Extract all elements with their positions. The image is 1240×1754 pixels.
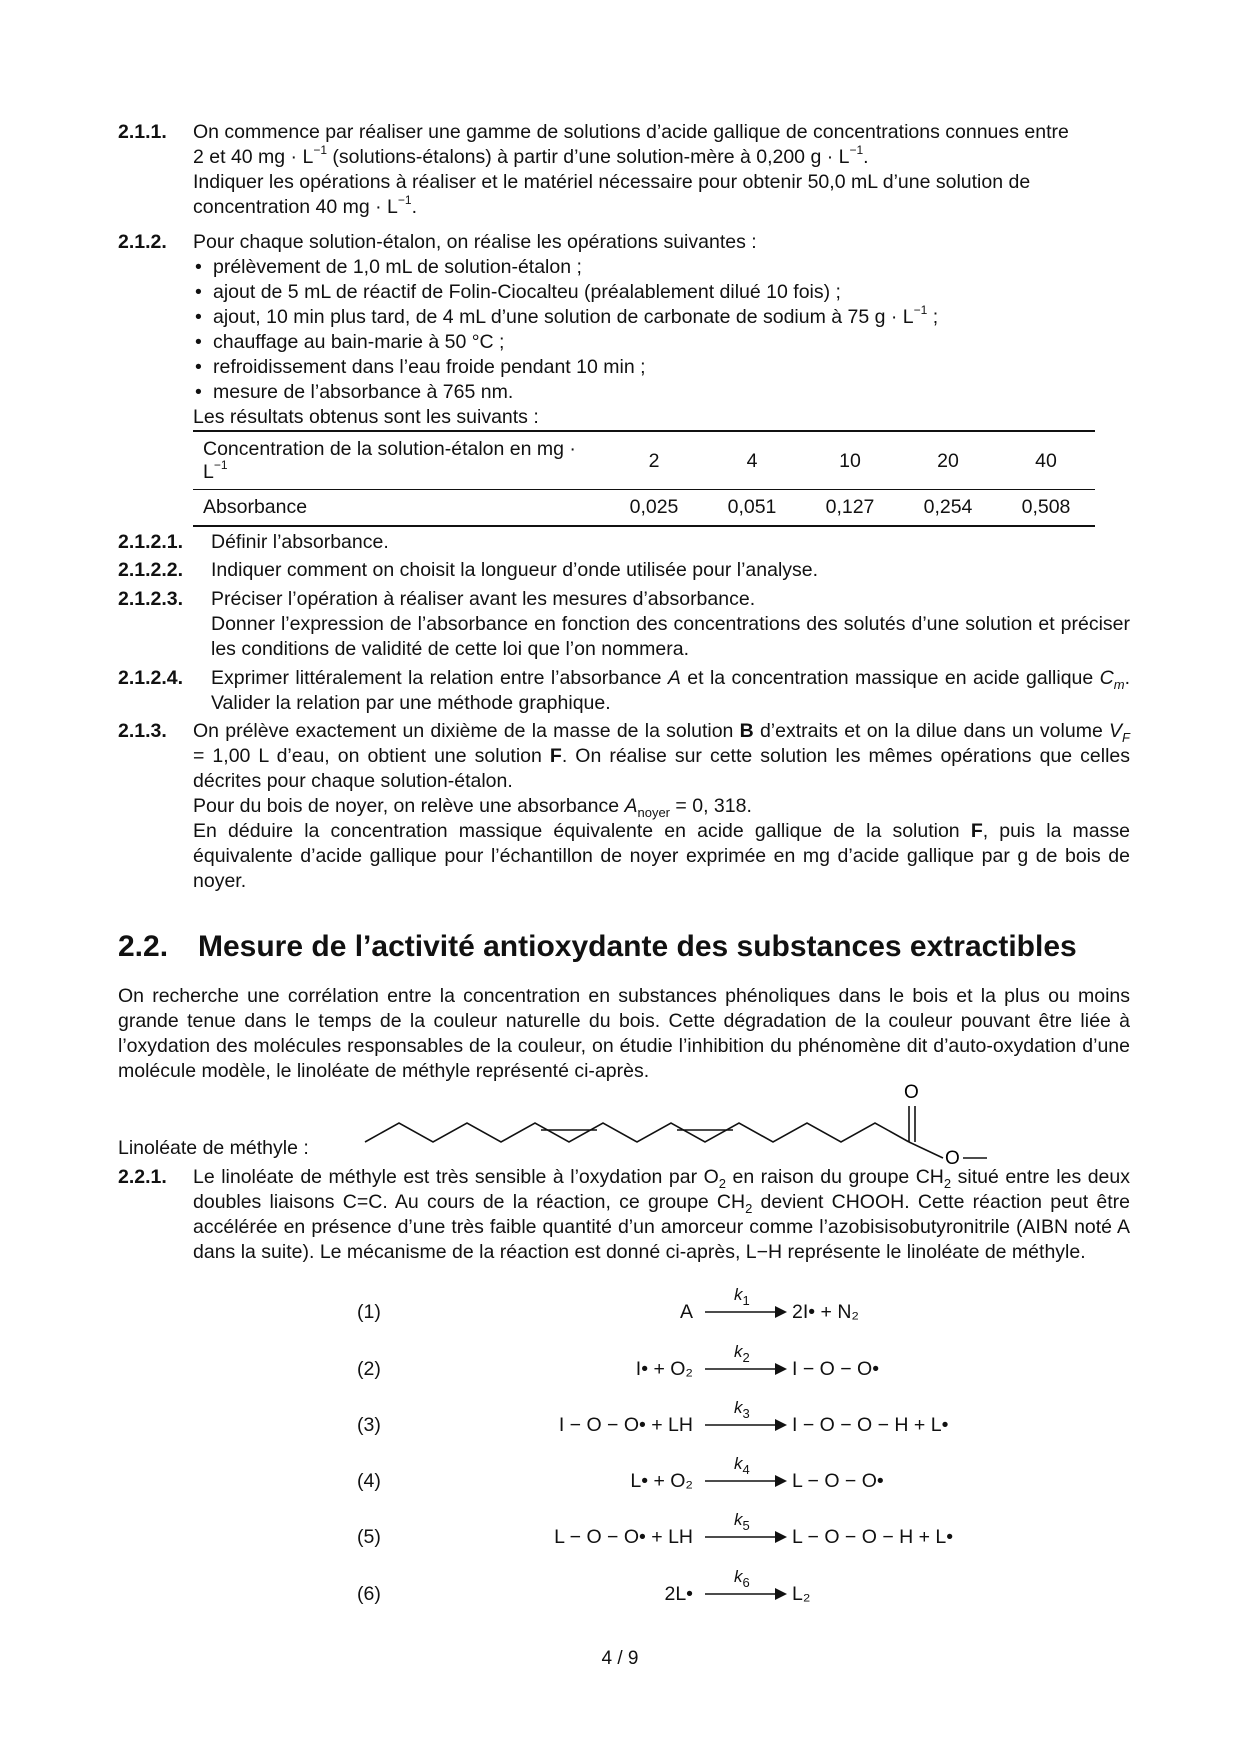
question-number: 2.1.2.2. [118, 559, 184, 581]
question-body: Indiquer comment on choisit la longueur d’onde utilisée pour l’analyse. [211, 559, 819, 581]
methyl-linoleate-structure [365, 1078, 1075, 1169]
text-run: (solutions-étalons) à partir d’une solution-mère à 0,200 g · L [327, 146, 850, 168]
text-run: concentration 40 mg · L [193, 196, 398, 218]
text-run: 2 et 40 mg · L [193, 146, 314, 168]
text-run: , puis la masse équivalente d’acide gallique pour l’échantillon de noyer exprimée en mg d’acide gallique par g de bois de noyer. [193, 820, 1130, 892]
rate-constant [734, 1510, 750, 1533]
page-number: 4 / 9 [601, 1648, 639, 1669]
question-2-1-2-4 [118, 666, 1130, 716]
atom-o-carbonyl: O [904, 1082, 919, 1103]
reactants: I − O − O• + LH [558, 1414, 693, 1436]
rate-constant [734, 1567, 750, 1590]
reactants: I• + O₂ [635, 1358, 693, 1380]
question-body: Définir l’absorbance. [211, 531, 389, 553]
text-run: . Valider la relation par une méthode graphique. [211, 667, 1130, 714]
rate-symbol: k [734, 1454, 743, 1473]
bullet-item: • chauffage au bain-marie à 50 °C ; [193, 330, 1130, 355]
table-cell: 40 [997, 431, 1095, 490]
question-number: 2.1.2. [118, 231, 167, 253]
text-run: . [411, 196, 417, 218]
rate-constant [734, 1398, 750, 1421]
rate-symbol: k [734, 1398, 743, 1417]
variable: A [667, 667, 681, 689]
reaction-number: (1) [357, 1301, 381, 1323]
rate-symbol: k [734, 1285, 743, 1304]
text-run: . [863, 146, 869, 168]
rate-constant [734, 1285, 750, 1308]
text-line [193, 195, 1130, 220]
section-paragraph: On recherche une corrélation entre la concentration en substances phénoliques dans le bois et la plus ou moins grande tenue dans le temps de la couleur naturelle du bois. Cette dégradation de la couleur pouvant être liée à l’oxydation des molécules responsables de la couleur, on étudie l’inhibition du phénomène dit d’auto-oxydation d’une molécule modèle, le linoléate de méthyle représenté ci-après. [118, 985, 1130, 1082]
section-title: Mesure de l’activité antioxydante des substances extractibles [198, 930, 1077, 963]
table-cell: 0,025 [605, 490, 703, 527]
solution-label: F [549, 745, 562, 767]
text-run: ajout, 10 min plus tard, de 4 mL d’une solution de carbonate de sodium à 75 g · L [213, 306, 914, 328]
question-number: 2.2.1. [118, 1166, 167, 1188]
reaction-arrow-icon [705, 1587, 787, 1601]
rate-symbol: k [734, 1510, 743, 1529]
question-number: 2.1.2.4. [118, 667, 184, 689]
rate-symbol: k [734, 1567, 743, 1586]
bullet-item: • mesure de l’absorbance à 765 nm. [193, 380, 1130, 405]
text-line [193, 145, 1130, 170]
section-heading [118, 930, 1077, 964]
rate-constant [734, 1342, 750, 1365]
exponent: −1 [913, 303, 928, 317]
subscript: 2 [742, 1350, 750, 1365]
exponent: −1 [213, 458, 228, 472]
row-header [193, 431, 605, 490]
text-run: Concentration de la solution-étalon en mg · L [203, 438, 576, 483]
question-body [211, 666, 1130, 716]
variable: V [1109, 720, 1123, 742]
subscript: 2 [943, 1176, 952, 1191]
question-body [211, 587, 1130, 662]
exponent: −1 [849, 143, 864, 157]
text-line: Indiquer les opérations à réaliser et le matériel nécessaire pour obtenir 50,0 mL d’une solution de [193, 171, 1031, 193]
row-header: Absorbance [193, 490, 605, 527]
reaction-2 [0, 1342, 1240, 1390]
subscript: 6 [742, 1575, 750, 1590]
subscript: 5 [742, 1518, 750, 1533]
subscript: noyer [637, 805, 671, 820]
question-body [193, 719, 1130, 894]
text-run: = 0, 318. [670, 795, 752, 817]
reaction-arrow-icon [705, 1305, 787, 1319]
reactants: L − O − O• + LH [554, 1526, 693, 1548]
question-2-1-1 [118, 120, 1130, 220]
bullet-item: • prélèvement de 1,0 mL de solution-étalon ; [193, 255, 1130, 280]
text-line: On commence par réaliser une gamme de solutions d’acide gallique de concentrations connues entre [193, 121, 1069, 143]
reaction-number: (5) [357, 1526, 381, 1548]
subscript: 3 [742, 1406, 750, 1421]
table-cell: 20 [899, 431, 997, 490]
reaction-arrow-icon [705, 1530, 787, 1544]
reaction-arrow-icon [705, 1418, 787, 1432]
reaction-5 [0, 1510, 1240, 1558]
text-run: en raison du groupe CH [725, 1166, 944, 1188]
table-cell: 4 [703, 431, 801, 490]
text-run: = 1,00 L d’eau, on obtient une solution [193, 745, 550, 767]
subscript: 2 [718, 1176, 726, 1191]
table-cell: 0,051 [703, 490, 801, 527]
text-line: Préciser l’opération à réaliser avant les mesures d’absorbance. [211, 588, 756, 610]
question-2-2-1 [118, 1165, 1130, 1265]
text-run: En déduire la concentration massique équivalente en acide gallique de la solution [193, 820, 971, 842]
text-line: Donner l’expression de l’absorbance en fonction des concentrations des solutés d’une solution et préciser les conditions de validité de cette loi que l’on nommera. [211, 613, 1130, 660]
text-run: situé entre les deux doubles liaisons C=C. Au cours de la réaction, ce groupe CH [193, 1166, 1130, 1213]
text-run: ; [927, 306, 939, 328]
subscript: 4 [742, 1462, 750, 1477]
text-line: Pour chaque solution-étalon, on réalise les opérations suivantes : [193, 231, 757, 253]
question-2-1-2-2 [118, 558, 1130, 583]
rate-constant [734, 1454, 750, 1477]
reaction-number: (4) [357, 1470, 381, 1492]
reaction-arrow-icon [705, 1474, 787, 1488]
text-line [193, 719, 1130, 794]
text-line: Les résultats obtenus sont les suivants : [193, 406, 539, 428]
question-number: 2.1.2.3. [118, 588, 184, 610]
products: I − O − O − H + L• [792, 1414, 949, 1436]
ester-bond [909, 1142, 943, 1158]
question-2-1-2-3 [118, 587, 1130, 662]
reaction-1 [0, 1285, 1240, 1333]
text-run: . On réalise sur cette solution les mêmes opérations que celles décrites pour chaque solution-étalon. [193, 745, 1130, 792]
subscript: m [1113, 677, 1125, 692]
text-run: On prélève exactement un dixième de la masse de la solution [193, 720, 740, 742]
variable: C [1099, 667, 1114, 689]
products: 2I• + N₂ [792, 1301, 859, 1323]
subscript: F [1122, 730, 1130, 745]
products: I − O − O• [792, 1358, 880, 1380]
reactants: A [679, 1301, 693, 1323]
text-line [193, 794, 1130, 819]
reaction-number: (6) [357, 1583, 381, 1605]
text-run: d’extraits et on la dilue dans un volume [753, 720, 1110, 742]
products: L − O − O• [792, 1470, 884, 1492]
exponent: −1 [397, 193, 412, 207]
subscript: 1 [742, 1293, 750, 1308]
carbon-chain [365, 1123, 909, 1142]
products: L − O − O − H + L• [792, 1526, 954, 1548]
subscript: 2 [745, 1201, 753, 1216]
bullet-item [193, 305, 1130, 330]
table-cell: 0,127 [801, 490, 899, 527]
text-line [193, 819, 1130, 894]
question-2-1-3 [118, 719, 1130, 894]
table-cell: 2 [605, 431, 703, 490]
text-run: Exprimer littéralement la relation entre l’absorbance [211, 667, 668, 689]
solution-label: F [970, 820, 983, 842]
question-2-1-2-1 [118, 530, 1130, 555]
reactants: L• + O₂ [630, 1470, 693, 1492]
text-run: et la concentration massique en acide gallique [680, 667, 1100, 689]
exponent: −1 [313, 143, 328, 157]
text-run: Pour du bois de noyer, on relève une absorbance [193, 795, 625, 817]
reactants: 2L• [664, 1583, 693, 1605]
text-run: Le linoléate de méthyle est très sensible à l’oxydation par O [193, 1166, 719, 1188]
question-2-1-2 [118, 230, 1130, 430]
reaction-6 [0, 1567, 1240, 1615]
question-number: 2.1.2.1. [118, 531, 184, 553]
text-run: devient CHOOH. Cette réaction peut être accélérée en présence d’une très faible quantité d’un amorceur comme l’azobisisobutyronitrile (AIBN noté A dans la suite). Le mécanisme de la réaction est donné ci-après, L−H représente le linoléate de méthyle. [193, 1191, 1130, 1263]
bullet-item: • ajout de 5 mL de réactif de Folin-Ciocalteu (préalablement dilué 10 fois) ; [193, 280, 1130, 305]
question-number: 2.1.3. [118, 720, 167, 742]
atom-o-ester: O [945, 1148, 960, 1169]
question-body [193, 1165, 1130, 1265]
reaction-3 [0, 1398, 1240, 1446]
results-table [193, 430, 1095, 527]
solution-label: B [739, 720, 754, 742]
molecule-label: Linoléate de méthyle : [118, 1137, 309, 1159]
reaction-number: (3) [357, 1414, 381, 1436]
products: L₂ [792, 1583, 811, 1605]
bullet-item: • refroidissement dans l’eau froide pendant 10 min ; [193, 355, 1130, 380]
section-number: 2.2. [118, 930, 169, 963]
reaction-4 [0, 1454, 1240, 1502]
table-row [193, 490, 1095, 527]
question-number: 2.1.1. [118, 121, 167, 143]
table-cell: 0,508 [997, 490, 1095, 527]
reaction-arrow-icon [705, 1362, 787, 1376]
reaction-number: (2) [357, 1358, 381, 1380]
table-cell: 0,254 [899, 490, 997, 527]
table-row [193, 431, 1095, 490]
question-body [193, 120, 1130, 220]
table-cell: 10 [801, 431, 899, 490]
question-body [193, 230, 1130, 430]
variable: A [624, 795, 638, 817]
rate-symbol: k [734, 1342, 743, 1361]
